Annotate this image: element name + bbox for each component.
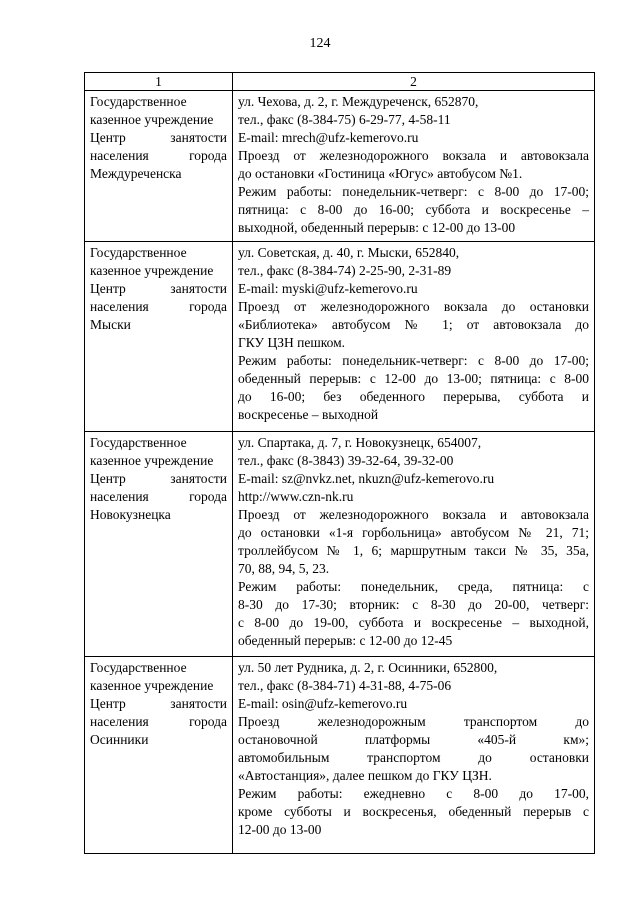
contact-info-line: E-mail: mrech@ufz-kemerovo.ru (238, 130, 419, 145)
contact-info-line: тел., факс (8-3843) 39-32-64, 39-32-00 (238, 453, 454, 468)
organization-name-line: Междуреченска (90, 166, 182, 181)
organization-name-line: казенное учреждение (90, 112, 214, 127)
organization-name-line: населения города (90, 299, 227, 314)
organization-name-line: Центр занятости (90, 130, 227, 145)
contact-info-line: «Библиотека» автобусом № 1; от автовокзала до (238, 317, 589, 332)
contact-info-line: E-mail: osin@ufz-kemerovo.ru (238, 696, 408, 711)
directory-table (84, 72, 595, 854)
contact-info-line: воскресенье – выходной (238, 407, 379, 422)
organization-name-line: казенное учреждение (90, 263, 214, 278)
contact-info-cell (233, 432, 595, 657)
organization-name-line: Центр занятости (90, 281, 227, 296)
contact-info-line: тел., факс (8-384-75) 6-29-77, 4-58-11 (238, 112, 451, 127)
contact-info-line: автомобильным транспортом до остановки (238, 750, 589, 765)
organization-name-line: Осинники (90, 732, 149, 747)
contact-info-line: 70, 88, 94, 5, 23. (238, 561, 330, 576)
contact-info-line: троллейбусом № 1, 6; маршрутным такси № 35, 35а, (238, 543, 589, 558)
organization-cell (85, 432, 233, 657)
contact-info-line: до остановки «1-я горбольница» автобусом № 21, 71; (238, 525, 589, 540)
contact-info-line: Режим работы: понедельник, среда, пятница: с (238, 579, 589, 594)
organization-cell (85, 91, 233, 242)
contact-info-line: ГКУ ЦЗН пешком. (238, 335, 346, 350)
contact-info-line: обеденный перерыв: с 12-00 до 13-00; пятница: с 8-00 (238, 371, 589, 386)
contact-info-line: Режим работы: понедельник-четверг: с 8-00 до 17-00; (238, 353, 589, 368)
table-row (85, 242, 595, 432)
table-row (85, 432, 595, 657)
contact-info-line: Режим работы: понедельник-четверг: с 8-00 до 17-00; (238, 184, 589, 199)
contact-info-cell (233, 657, 595, 854)
column-header-1: 1 (85, 73, 233, 91)
table-row (85, 657, 595, 854)
organization-name-line: Государственное (90, 660, 187, 675)
column-header-2: 2 (233, 73, 595, 91)
contact-info-line: с 8-00 до 19-00, суббота и воскресенье – выходной, (238, 615, 589, 630)
organization-name-line: населения города (90, 489, 227, 504)
table-header-row (85, 73, 595, 91)
contact-info-cell (233, 242, 595, 432)
contact-info-line: ул. 50 лет Рудника, д. 2, г. Осинники, 652800, (238, 660, 498, 675)
organization-name-line: Мыски (90, 317, 131, 332)
contact-info-line: до остановки «Гостиница «Югус» автобусом №1. (238, 166, 523, 181)
organization-name-line: казенное учреждение (90, 678, 214, 693)
contact-info-line: тел., факс (8-384-71) 4-31-88, 4-75-06 (238, 678, 452, 693)
contact-info-line: выходной, обеденный перерыв: с 12-00 до 13-00 (238, 220, 516, 235)
contact-info-line: «Автостанция», далее пешком до ГКУ ЦЗН. (238, 768, 492, 783)
contact-info-line: ул. Спартака, д. 7, г. Новокузнецк, 654007, (238, 435, 482, 450)
contact-info-line: остановочной платформы «405-й км»; (238, 732, 589, 747)
contact-info-line: обеденный перерыв: с 12-00 до 12-45 (238, 633, 453, 648)
organization-cell (85, 657, 233, 854)
organization-cell (85, 242, 233, 432)
contact-info-line: E-mail: myski@ufz-kemerovo.ru (238, 281, 418, 296)
contact-info-line: http://www.czn-nk.ru (238, 489, 354, 504)
organization-name-line: Центр занятости (90, 471, 227, 486)
contact-info-line: Проезд от железнодорожного вокзала до остановки (238, 299, 589, 314)
contact-info-line: 8-30 до 17-30; вторник: с 8-30 до 20-00, четверг: (238, 597, 589, 612)
contact-info-line: кроме субботы и воскресенья, обеденный перерыв с (238, 804, 589, 819)
organization-name-line: Государственное (90, 245, 187, 260)
organization-name-line: Государственное (90, 435, 187, 450)
organization-name-line: Центр занятости (90, 696, 227, 711)
contact-info-line: тел., факс (8-384-74) 2-25-90, 2-31-89 (238, 263, 452, 278)
contact-info-line: пятница: с 8-00 до 16-00; суббота и воскресенье – (238, 202, 589, 217)
contact-info-line: ул. Чехова, д. 2, г. Междуреченск, 652870, (238, 94, 479, 109)
organization-name-line: населения города (90, 148, 227, 163)
contact-info-line: Проезд от железнодорожного вокзала и автовокзала (238, 148, 589, 163)
contact-info-cell (233, 91, 595, 242)
contact-info-line: ул. Советская, д. 40, г. Мыски, 652840, (238, 245, 460, 260)
contact-info-line: Проезд от железнодорожного вокзала и автовокзала (238, 507, 589, 522)
page-number: 124 (309, 36, 331, 51)
contact-info-line: E-mail: sz@nvkz.net, nkuzn@ufz-kemerovo.ru (238, 471, 495, 486)
contact-info-line: до 16-00; без обеденного перерыва, суббота и (238, 389, 589, 404)
organization-name-line: Новокузнецка (90, 507, 171, 522)
contact-info-line: 12-00 до 13-00 (238, 822, 322, 837)
table-row (85, 91, 595, 242)
contact-info-line: Проезд железнодорожным транспортом до (238, 714, 589, 729)
contact-info-line: Режим работы: ежедневно с 8-00 до 17-00, (238, 786, 589, 801)
organization-name-line: казенное учреждение (90, 453, 214, 468)
organization-name-line: Государственное (90, 94, 187, 109)
organization-name-line: населения города (90, 714, 227, 729)
